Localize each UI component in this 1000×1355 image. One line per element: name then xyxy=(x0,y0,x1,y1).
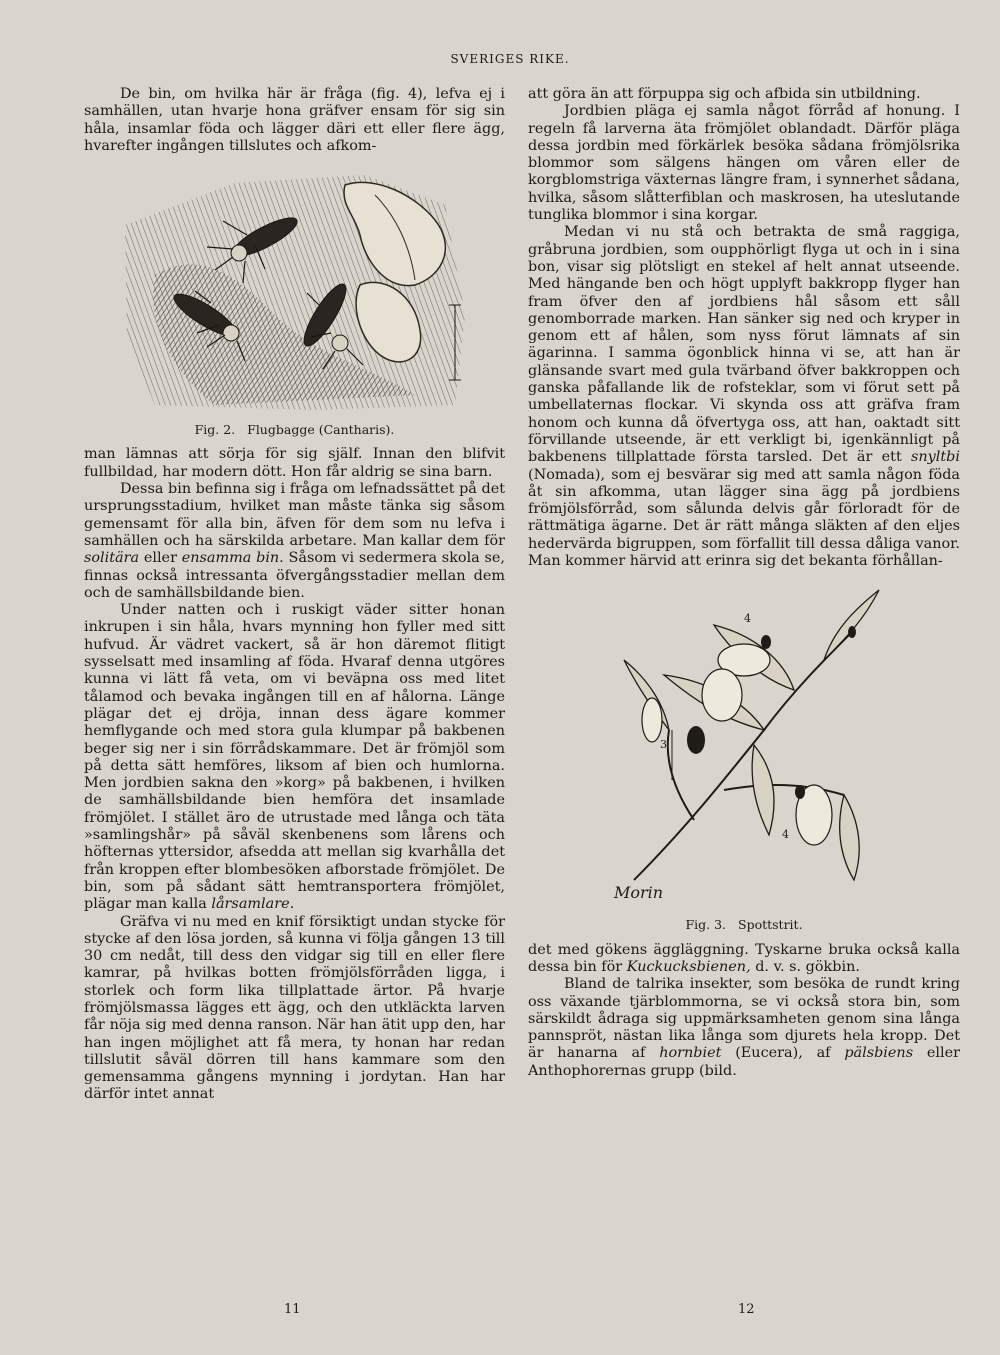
emphasis: hornbiet xyxy=(659,1045,722,1062)
page-number-left: 11 xyxy=(284,1302,301,1317)
emphasis: snyltbi xyxy=(911,449,960,466)
figure-title: Flugbagge (Cantharis). xyxy=(247,422,395,438)
emphasis: ensamma bin. xyxy=(181,550,284,567)
text-run: eller xyxy=(139,550,182,567)
figure-label: 3 xyxy=(660,738,667,752)
figure-number: Fig. 2. xyxy=(194,422,236,438)
text-run: d. v. s. gökbin. xyxy=(750,958,860,975)
beetle-illustration xyxy=(115,165,475,415)
text-run: eller Anthophorernas grupp (bild. xyxy=(528,1045,960,1079)
running-head: SVERIGES RIKE. xyxy=(450,52,570,66)
paragraph: Jordbien pläga ej samla något förråd af honung. I regeln få larverna äta frömjölet oblandadt. Därför pläga dessa jordbin med förkärlek besöka sådana frömjölsrika blommor som sälgens hängen om våren eller de korgblomstriga växternas längre fram, i synnerhet sådana, hvilka, såsom slåtterfiblan och maskrosen, ha uteslutande tunglika blommor i sina korgar. xyxy=(528,103,960,224)
text-run: Under natten och i ruskigt väder sitter honan inkrupen i sin håla, hvars mynning hon fyller med sitt hufvud. Är vädret vackert, så är hon däremot flitigt sysselsatt med insamling af föda. Hvaraf denna utgöres kunna vi lätt få veta, om vi beväpna oss med litet tålamod och bevaka ingången till en af hålorna. Länge plägar det ej dröja, innan dess ägare kommer hemflygande och med stora gula klumpar på bakbenen beger sig ner i sin förrådskammare. Det är frömjöl som på detta sätt hemföres, liksom af bien och humlorna. Men jordbien sakna den »korg» på bakbenen, i hvilken de samhällsbildande bien hemföra det insamlade frömjölet. I stället äro de utrustade med långa och täta »samlingshår» på såväl skenbenens som lårens och höfternas yttersidor, afsedda att mellan sig kvarhålla det från kroppen efter blombesöken afborstade frömjölet. De bin, som på sådant sätt hemtransportera frömjölet, plägar man kalla xyxy=(84,602,505,913)
paragraph: Gräfva vi nu med en knif försiktigt undan stycke för stycke af den lösa jorden, så kunna vi följa gången 13 till 30 cm nedåt, till dess den vidgar sig till en eller flere kamrar, på hvilkas botten frömjölsförråden ligga, i storlek och form lika tillplattade ärtor. På hvarje frömjölsmassa lägges ett ägg, och den utkläckta larven får nöja sig med denna ranson. När han ätit upp den, har han ingen möjlighet att få mera, ty honan har redan tillslutit såväl dörren till hans kammare som den gemensamma gångens mynning i jordytan. Han har därför intet annat xyxy=(84,913,505,1103)
text-run: det med gökens äggläggning. Tyskarne bruka också kalla dessa bin för xyxy=(528,941,960,975)
emphasis: solitära xyxy=(84,550,140,567)
figure-title: Spottstrit. xyxy=(738,917,803,933)
plant-illustration xyxy=(604,580,884,910)
right-column xyxy=(528,86,960,1080)
figure-label: 4 xyxy=(744,612,751,626)
figure-2 xyxy=(84,165,505,438)
paragraph xyxy=(528,224,960,570)
paragraph: att göra än att förpuppa sig och afbida sin utbildning. xyxy=(528,86,921,102)
text-run: Bland de talrika insekter, som besöka de rundt kring oss växande tjärblommorna, se vi också stora bin, som särskildt ådraga sig uppmärksamheten genom sina långa pannspröt, nästan lika långa som djurets hela kropp. Det är hanarna af xyxy=(528,976,960,1062)
emphasis: lårsamlare. xyxy=(211,896,295,913)
paragraph xyxy=(528,976,960,1080)
text-run: Såsom vi sedermera skola se, finnas också intressanta öfvergångsstadier mellan dem och de samhällsbildande bien. xyxy=(84,550,505,601)
figure-number: Fig. 3. xyxy=(685,917,726,933)
paragraph xyxy=(84,602,505,913)
text-run: (Nomada), som ej besvärar sig med att samla någon föda åt sin afkomma, utan lägger sina ägg på jordbiens frömjölsförråd, som sålunda delvis går förloradt för de rättmätiga ägarne. Det är rätt många släkten af den eljes hedervärda bigruppen, som förfallit till dessa dåliga vanor. Man kommer härvid att erinra sig det bekanta förhållan- xyxy=(528,466,960,570)
artist-signature: Morin xyxy=(614,883,664,903)
figure-label: 4 xyxy=(782,828,789,842)
figure-2-caption xyxy=(84,421,505,438)
text-run: (Eucera), af xyxy=(721,1045,845,1062)
figure-3 xyxy=(528,580,960,933)
paragraph: man lämnas att sörja för sig själf. Innan den blifvit fullbildad, har modern dött. Hon får aldrig se sina barn. xyxy=(84,446,505,480)
text-run: Dessa bin befinna sig i fråga om lefnadssättet på det ursprungsstadium, hvilket man måste tänka sig såsom gemensamt för alla bin, äfven för dem som nu lefva i samhällen och ha särskilda arbetare. Man kallar dem för xyxy=(84,481,505,549)
paragraph: De bin, om hvilka här är fråga (fig. 4), lefva ej i samhällen, utan hvarje hona gräfver ensam för sig sin håla, insamlar föda och lägger däri ett eller flere ägg, hvarefter ingången tillslutes och afkom- xyxy=(84,86,505,154)
page-number-right: 12 xyxy=(738,1302,755,1317)
text-run: Medan vi nu stå och betrakta de små raggiga, gråbruna jordbien, som oupphörligt flyga ut och in i sina bon, visar sig plötsligt en stekel af helt annat utseende. Med hängande ben och högt upplyft bakkropp flyger han fram öfver den af jordbiens hål såsom ett såll genomborrade marken. Han sänker sig ned och kryper in genom ett af hålen, som nyss förut lämnats af sin ägarinna. I samma ögonblick hinna vi se, att han är glänsande svart med gula tvärband öfver bakkroppen och ganska påfallande lik de rofsteklar, som vi förut sett på umbellaternas flockar. Vi skynda oss att gräfva fram honom och kunna då öfvertyga oss, att han, oaktadt sitt förvillande utseende, är ett verkligt bi, igenkännligt på bakbenens tillplattade första tarsled. Det är ett xyxy=(528,224,960,466)
figure-3-caption xyxy=(528,916,960,933)
left-column xyxy=(84,86,505,1104)
emphasis: Kuckucksbienen, xyxy=(626,958,751,975)
emphasis: pälsbiens xyxy=(844,1045,914,1062)
paragraph xyxy=(84,481,505,602)
paragraph xyxy=(528,942,960,977)
